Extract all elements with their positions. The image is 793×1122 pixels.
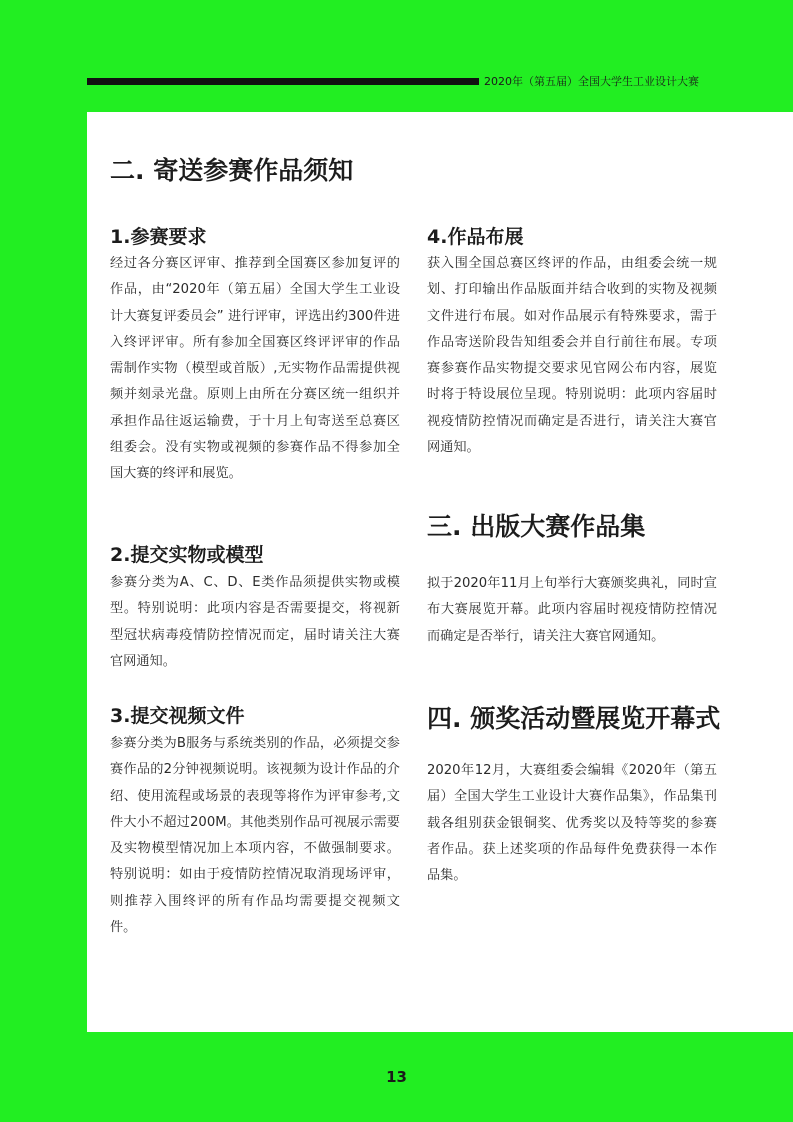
section-2-title: 二. 寄送参赛作品须知 [110,156,354,185]
section-3-text: 拟于2020年11月上旬举行大赛颁奖典礼，同时宣布大赛展览开幕。此项内容届时视疫情防控情况而确定是否举行，请关注大赛官网通知。 [427,576,717,644]
section-4-title: 四. 颁奖活动暨展览开幕式 [427,704,721,733]
subsection-4-title: 4.作品布展 [427,226,524,248]
header-title: 2020年（第五届）全国大学生工业设计大赛 [484,75,699,88]
subsection-1-title: 1.参赛要求 [110,226,207,248]
header-bar [87,78,479,85]
section-3-title: 三. 出版大赛作品集 [427,512,646,541]
subsection-3-title: 3.提交视频文件 [110,705,245,727]
subsection-4-text: 获入围全国总赛区终评的作品，由组委会统一规划、打印输出作品版面并结合收到的实物及视频文件进行布展。如对作品展示有特殊要求，需于作品寄送阶段告知组委会并自行前往布展。专项赛参赛作品实物提交要求见官网公布内容，展览时将于特设展位呈现。特别说明：此项内容届时视疫情防控情况而确定是否进行，请关注大赛官网通知。 [427,256,717,456]
subsection-2-title: 2.提交实物或模型 [110,544,264,566]
page-number: 13 [386,1068,407,1086]
subsection-3-text: 参赛分类为B服务与系统类别的作品，必须提交参赛作品的2分钟视频说明。该视频为设计作品的介绍、使用流程或场景的表现等将作为评审参考,文件大小不超过200M。其他类别作品可视展示需要及实物模型情况加上本项内容，不做强制要求。特别说明：如由于疫情防控情况取消现场评审，则推荐入围终评的所有作品均需要提交视频文件。 [110,736,400,936]
subsection-2-text: 参赛分类为A、C、D、E类作品须提供实物或模型。特别说明：此项内容是否需要提交，将视新型冠状病毒疫情防控情况而定，届时请关注大赛官网通知。 [110,575,400,669]
section-4-text: 2020年12月，大赛组委会编辑《2020年（第五届）全国大学生工业设计大赛作品集》，作品集刊载各组别获金银铜奖、优秀奖以及特等奖的参赛者作品。获上述奖项的作品每件免费获得一本作品集。 [427,763,717,884]
subsection-1-text: 经过各分赛区评审、推荐到全国赛区参加复评的作品，由“2020年（第五届）全国大学生工业设计大赛复评委员会” 进行评审，评选出约300件进入终评评审。所有参加全国赛区终评评审的作品需制作实物（模型或首版）,无实物作品需提供视频并刻录光盘。原则上由所在分赛区统一组织并承担作品往返运输费，于十月上旬寄送至总赛区组委会。没有实物或视频的参赛作品不得参加全国大赛的终评和展览。 [110,256,400,482]
